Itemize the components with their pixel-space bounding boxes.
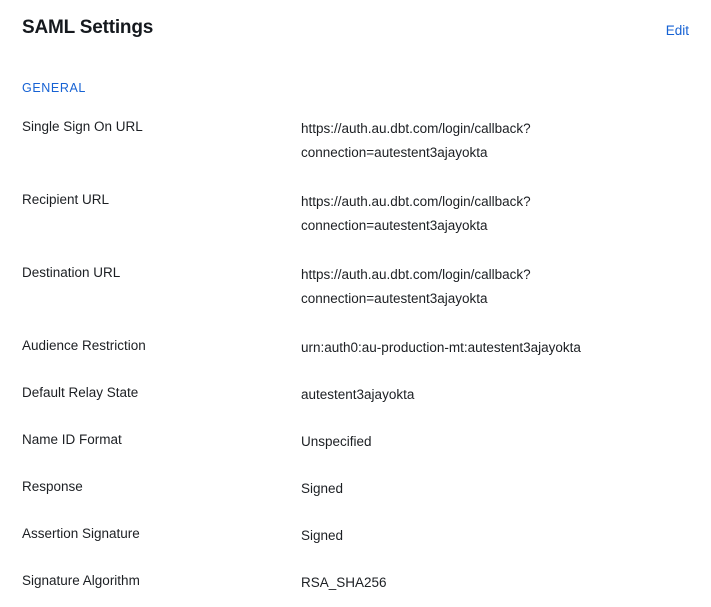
page-header	[22, 0, 689, 45]
field-label: Audience Restriction	[22, 338, 146, 353]
field-row-signature-algorithm	[22, 571, 689, 595]
field-value: urn:auth0:au-production-mt:autestent3ajayokta	[301, 340, 581, 355]
general-settings-list	[22, 117, 689, 595]
field-label: Recipient URL	[22, 192, 110, 207]
field-row-response	[22, 477, 689, 501]
field-value: RSA_SHA256	[301, 575, 387, 590]
page-title: SAML Settings	[22, 17, 154, 38]
field-label: Single Sign On URL	[22, 119, 143, 134]
field-row-single-sign-on-url	[22, 117, 689, 165]
field-label: Signature Algorithm	[22, 573, 140, 588]
field-row-default-relay-state	[22, 383, 689, 407]
field-label: Default Relay State	[22, 385, 139, 400]
field-value: https://auth.au.dbt.com/login/callback?connection=autestent3ajayokta	[301, 267, 531, 306]
field-label: Response	[22, 479, 83, 494]
field-row-name-id-format	[22, 430, 689, 454]
field-label: Destination URL	[22, 265, 121, 280]
field-value: Signed	[301, 481, 344, 496]
field-row-audience-restriction	[22, 336, 689, 360]
section-heading-general: GENERAL	[22, 81, 86, 95]
field-label: Assertion Signature	[22, 526, 140, 541]
field-value: https://auth.au.dbt.com/login/callback?connection=autestent3ajayokta	[301, 121, 531, 160]
field-value: Signed	[301, 528, 344, 543]
field-label: Name ID Format	[22, 432, 122, 447]
field-row-recipient-url	[22, 190, 689, 238]
field-value: autestent3ajayokta	[301, 387, 415, 402]
field-row-destination-url	[22, 263, 689, 311]
edit-button[interactable]: Edit	[665, 23, 689, 38]
field-value: Unspecified	[301, 434, 372, 449]
field-row-assertion-signature	[22, 524, 689, 548]
field-value: https://auth.au.dbt.com/login/callback?connection=autestent3ajayokta	[301, 194, 531, 233]
